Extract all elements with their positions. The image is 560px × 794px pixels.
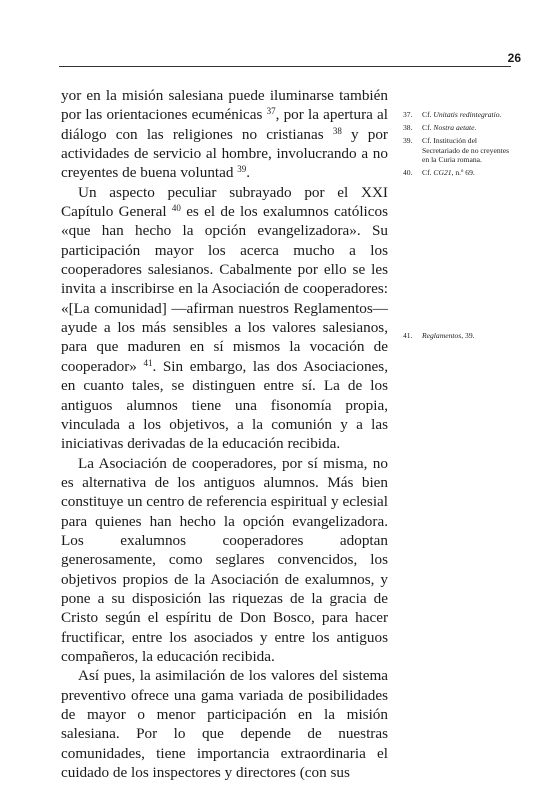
paragraph-text: y por actividades de servicio al hombre, involucrando a no creyentes de buena voluntad <box>61 125 388 182</box>
margin-note <box>403 123 515 132</box>
margin-notes-middle <box>403 331 515 344</box>
note-number: 40. <box>403 168 413 178</box>
footnote-reference: 37 <box>266 106 276 117</box>
body-paragraph <box>61 666 388 782</box>
paragraph-text: . <box>246 164 251 182</box>
body-paragraph <box>61 454 388 667</box>
footnote-reference: 40 <box>171 203 181 214</box>
body-text <box>61 86 388 782</box>
note-plain-text: Cf. <box>422 110 434 119</box>
margin-notes-top <box>403 110 515 181</box>
page-number: 26 <box>507 51 521 65</box>
body-paragraph <box>61 86 388 183</box>
note-italic-text: CG21 <box>433 168 452 178</box>
note-italic-text: Unitatis redintegratio. <box>433 110 502 119</box>
note-italic-text: Nostra aetate. <box>433 123 477 133</box>
body-paragraph <box>61 183 388 454</box>
paragraph-text: . Sin embargo, las dos Asociaciones, en cuanto tales, se distinguen entre sí. La de los antiguos alumnos tiene una fisonomía propia, vinculada a los objetivos, a la comunión y a las iniciativas derivadas de la educación recibida. <box>61 357 388 453</box>
note-plain-text: Cf. <box>422 123 434 133</box>
margin-note <box>403 168 515 177</box>
note-text <box>422 123 515 132</box>
paragraph-text: es el de los exalumnos católicos «que han hecho la opción evangelizadora». Su participación mayor los acerca mucho a los cooperadores salesianos. Cabalmente por ello se les invita a inscribirse en la Asociación de cooperadores: «[La comunidad] —afirman nuestros Reglamentos— ayude a los más sensibles a los valores salesianos, para que maduren en sí mismos la vocación de cooperador» <box>61 203 389 375</box>
note-plain-text: , n.º 69. <box>451 168 475 178</box>
note-number: 37. <box>403 110 413 119</box>
margin-note <box>403 136 515 164</box>
margin-note <box>403 110 515 119</box>
note-text <box>422 168 515 177</box>
note-italic-text: Reglamentos <box>422 331 462 340</box>
margin-note <box>403 331 515 340</box>
note-plain-text: Cf. Institución del Secretariado de no creyentes en la Curia romana. <box>422 136 510 164</box>
note-plain-text: Cf. <box>422 168 434 178</box>
paragraph-text: La Asociación de cooperadores, por sí misma, no es alternativa de los antiguos alumnos. Más bien constituye un centro de referencia espiritual y eclesial para quienes han hecho la opción evangelizadora. Los exalumnos cooperadores adoptan generosamente, como seglares convencidos, los objetivos propios de la Asociación de exalumnos, y pone a su disposición las riquezas de la gracia de Cristo según el espíritu de Don Bosco, para hacer fructificar, entre los asociados y entre los antiguos compañeros, la educación recibida. <box>61 454 388 665</box>
note-number: 38. <box>403 123 413 133</box>
note-text <box>422 136 515 164</box>
note-text <box>422 331 515 340</box>
header-rule <box>59 66 511 67</box>
paragraph-text: Un aspecto peculiar subrayado por el XXI Capítulo General <box>61 183 388 221</box>
footnote-reference: 38 <box>332 125 342 136</box>
note-number: 39. <box>403 136 413 146</box>
footnote-reference: 41 <box>143 357 153 368</box>
note-number: 41. <box>403 331 413 340</box>
note-plain-text: , 39. <box>461 331 475 340</box>
paragraph-text: yor en la misión salesiana puede iluminarse también por las orientaciones ecuménicas <box>61 87 388 124</box>
footnote-reference: 39 <box>237 164 247 175</box>
paragraph-text: , por la apertura al diálogo con las religiones no cristianas <box>61 106 388 143</box>
note-text <box>422 110 515 119</box>
paragraph-text: Así pues, la asimilación de los valores del sistema preventivo ofrece una gama variada de posibilidades de mayor o menor participación en la misión salesiana. Por lo que depende de nuestras comunidades, tiene importancia extraordinaria el cuidado de los inspectores y directores (con sus <box>61 667 388 782</box>
